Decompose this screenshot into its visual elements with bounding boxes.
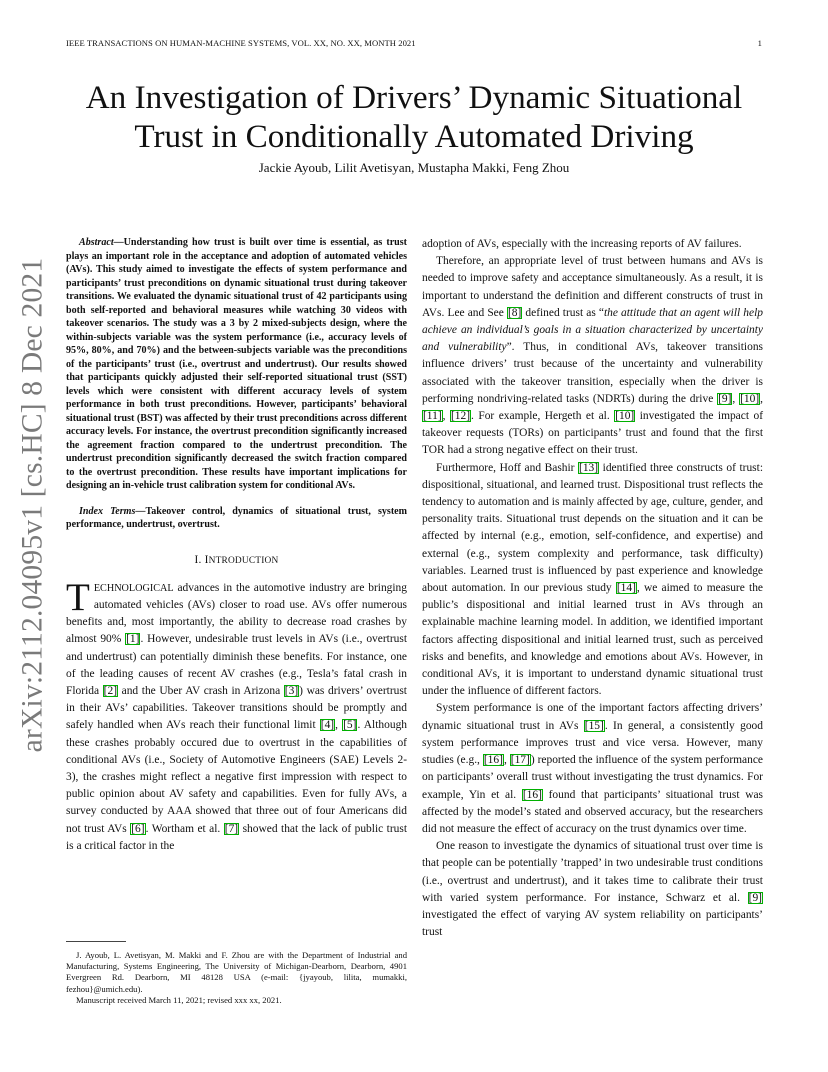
citation-link[interactable]: [13] — [579, 461, 599, 474]
citation-link[interactable]: [17] — [510, 754, 530, 767]
intro-first-word: ECHNOLOGICAL — [93, 582, 174, 594]
arxiv-id: arXiv:2112.04095v1 [cs.HC] 8 Dec 2021 — [16, 257, 49, 753]
author-affiliation-footnote: J. Ayoub, L. Avetisyan, M. Makki and F. Zhou are with the Department of Industrial and Manufacturing, Systems Engineering, The University of Michigan-Dearborn, Dearborn, 4901 Evergreen Rd. Dearborn, MI 48128 USA (e-mail: {jyayoub, lilita, mumakki, fezhou}@umich.edu). — [66, 950, 407, 994]
index-terms-text: —Takeover control, dynamics of situational trust, system performance, undertrust, overtrust. — [66, 505, 408, 530]
body-paragraph: Furthermore, Hoff and Bashir [13] identified three constructs of trust: dispositional, situational, and learned trust. Dispositional trust reflects the tendency to automation and is mainly affected by age, culture, gender, and personality traits. Situational trust depends on the situation and it can be affected by internal (e.g., emotion, self-confidence, and expertise) and external (e.g., system complexity and performance, task difficulty) variables. Learned trust is influenced by past experience and knowledge about automation. In our previous study [14], we aimed to measure the public’s dispositional and initial learned trust in AVs through an explainable machine learning model. In addition, we identified important factors affecting dispositional and initial learned trust, such as perceived risks and benefits, and knowledge and emotions about AVs. However, in conditional AVs, it is important to understand dynamic situational trust under the influence of different factors. — [422, 461, 763, 698]
citation-link[interactable]: [9] — [718, 392, 732, 405]
page-number: 1 — [757, 38, 762, 48]
citation-link[interactable]: [6] — [131, 822, 145, 835]
citation-link[interactable]: [10] — [615, 410, 635, 423]
citation-link[interactable]: [5] — [343, 719, 357, 732]
section-heading-introduction: I. INTRODUCTION — [194, 553, 279, 566]
trust-definition-quote: the attitude that an agent will help achieve an individual’s goals in a situation characterized by uncertainty and vulnerability — [422, 306, 763, 354]
citation-link[interactable]: [8] — [507, 306, 522, 319]
running-header — [66, 38, 762, 52]
citation-link[interactable]: [10] — [740, 392, 760, 405]
citation-link[interactable]: [9] — [748, 891, 762, 904]
arxiv-stamp — [10, 257, 56, 753]
citation-link[interactable]: [4] — [320, 719, 335, 732]
drop-cap: T — [66, 575, 90, 619]
journal-header: IEEE TRANSACTIONS ON HUMAN-MACHINE SYSTEMS, VOL. XX, NO. XX, MONTH 2021 — [66, 38, 416, 48]
citation-link[interactable]: [7] — [224, 822, 239, 835]
footnotes — [66, 950, 407, 1006]
citation-link[interactable]: [1] — [126, 633, 140, 646]
citation-link[interactable]: [14] — [616, 582, 636, 595]
body-paragraph: Therefore, an appropriate level of trust between humans and AVs is needed to improve safety and acceptance simultaneously. As a result, it is important to understand the definition and different constructs of trust in AVs. Lee and See [8] defined trust as “the attitude that an agent will help achieve an individual’s goals in a situation characterized by uncertainty and vulnerability”. Thus, in conditional AVs, takeover transitions influence drivers’ trust because of the uncertainty and vulnerability associated with the takeover transition, especially when the driver is performing nondriving-related tasks (NDRTs) during the drive [9], [10], [11], [12]. For example, Hergeth et al. [10] investigated the impact of takeover requests (TORs) on participants’ trust and found that the first TOR had a strong negative effect on their trust. — [422, 255, 764, 457]
right-column — [422, 236, 763, 941]
index-terms-label: Index Terms — [79, 505, 136, 517]
citation-link[interactable]: [16] — [522, 788, 542, 801]
body-paragraph: System performance is one of the important factors affecting drivers’ dynamic situational trust in AVs [15]. In general, a consistently good system performance improves trust and vice versa. However, many studies (e.g., [16], [17]) reported the influence of the system performance on participants’ overall trust without investigating the trust dynamics. For example, Yin et al. [16] found that participants’ situational trust was affected by the model’s stated and observed accuracy, but the researchers did not measure the effect of accuracy on the trust dynamics over time. — [422, 702, 764, 835]
citation-link[interactable]: [3] — [284, 684, 299, 697]
paper-title: An Investigation of Drivers’ Dynamic Situational Trust in Conditionally Automated Driving — [85, 79, 743, 155]
citation-link[interactable]: [16] — [483, 754, 503, 767]
index-terms — [66, 505, 407, 532]
citation-link[interactable]: [11] — [423, 410, 442, 423]
citation-link[interactable]: [2] — [103, 684, 118, 697]
citation-link[interactable]: [15] — [584, 719, 604, 732]
footnote-divider — [66, 941, 126, 942]
manuscript-dates-footnote: Manuscript received March 11, 2021; revised xxx xx, 2021. — [76, 994, 282, 1005]
citation-link[interactable]: [12] — [450, 410, 471, 423]
intro-paragraph: TECHNOLOGICAL advances in the automotive industry are bringing automated vehicles (AVs) closer to road use. AVs offer numerous benefits and, most importantly, the ability to decrease road crashes by almost 90% [1]. However, undesirable trust levels in AVs (i.e., overtrust and undertrust) can potentially diminish these benefits. For instance, one of the leading causes of recent AV crashes (e.g., Tesla’s fatal crash in Florida [2] and the Uber AV crash in Arizona [3]) was drivers’ overtrust in their AVs’ capabilities. Takeover transitions should be promptly and safely handled when AVs reach their functional limit [4], [5]. Although these crashes probably occured due to overtrust in the capabilities of conditional AVs (i.e., Society of Automotive Engineers (SAE) Levels 2-3), the crashes might reflect a negative first impression with respect to public opinion about AV safety and capabilities. Even for fully AVs, a survey conducted by AAA showed that three out of four Americans did not trust AVs [6]. Wortham et al. [7] showed that the lack of public trust is a critical factor in the — [66, 575, 408, 852]
body-paragraph: One reason to investigate the dynamics of situational trust over time is that people can be potentially ’trapped’ in two undesirable trust conditions (i.e., overtrust and undertrust), and it takes time to calibrate their trust with varied system performance. For instance, Schwarz et al. [9] investigated the effect of varying AV system reliability on participants’ trust — [422, 840, 763, 939]
abstract-text: —Understanding how trust is built over time is essential, as trust plays an important role in the acceptance and adoption of automated vehicles (AVs). This study aimed to investigate the effects of system performance and participants’ trust preconditions on dynamic situational trust during takeover transitions. We evaluated the dynamic situational trust of 42 participants using both self-reported and behavioral measures while watching 30 videos with takeover scenarios. The study was a 3 by 2 mixed-subjects design, where the within-subjects variable was the system performance (i.e., accuracy levels of 95%, 80%, and 70%) and the between-subjects variable was the preconditions of the participants’ trust (i.e., overtrust and undertrust). Our results showed that participants quickly adjusted their self-reported situational trust (SST) levels which were consistent with different accuracy levels of system performance in both trust preconditions. However, participants’ behavioral situational trust (BST) was affected by their trust preconditions across different accuracy levels. For instance, the overtrust precondition significantly increased the agreement fraction compared to the undertrust precondition. The undertrust precondition significantly decreased the switch fraction compared to the overtrust precondition. These results have important implications for designing an in-vehicle trust calibration system for conditional AVs. — [66, 237, 407, 491]
abstract-label: Abstract — [79, 237, 114, 248]
body-paragraph: adoption of AVs, especially with the increasing reports of AV failures. — [422, 238, 742, 250]
left-column — [66, 236, 407, 855]
abstract — [66, 236, 407, 493]
author-list: Jackie Ayoub, Lilit Avetisyan, Mustapha Makki, Feng Zhou — [258, 160, 570, 175]
